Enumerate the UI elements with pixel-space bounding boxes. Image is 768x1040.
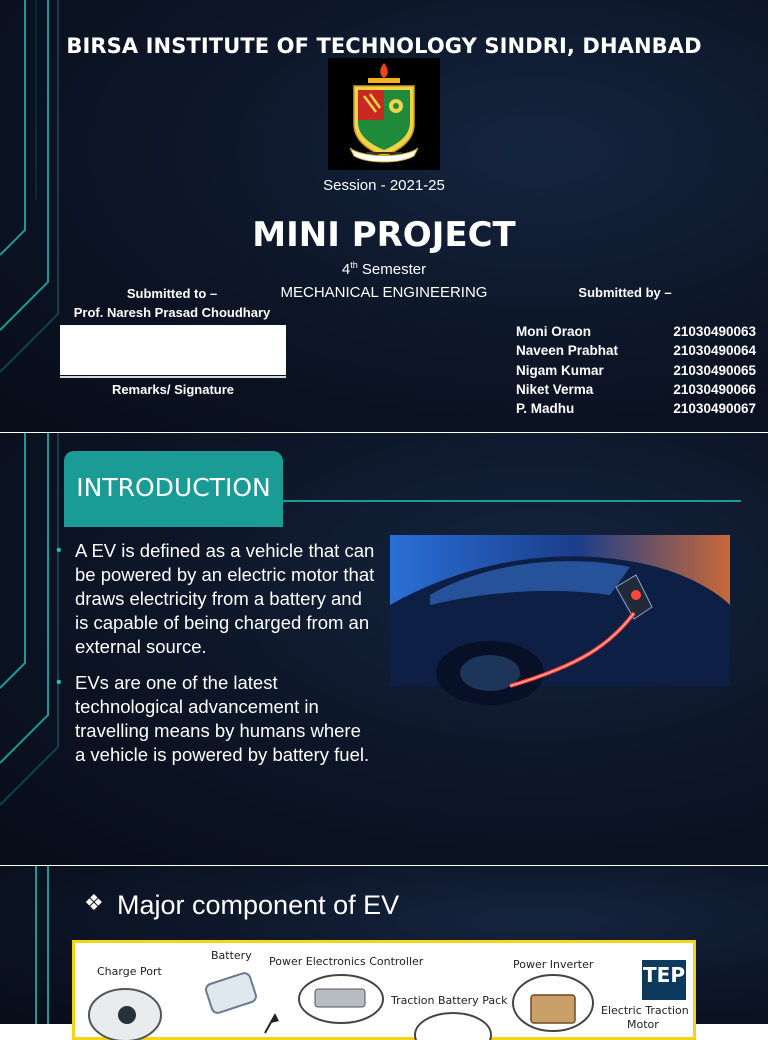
member-name: P. Madhu bbox=[516, 401, 575, 417]
title-slide bbox=[0, 0, 768, 432]
professor-name: Prof. Naresh Prasad Choudhary bbox=[73, 305, 271, 320]
introduction-slide bbox=[0, 433, 768, 865]
motor-label-2: Motor bbox=[627, 1018, 659, 1031]
member-row bbox=[516, 361, 756, 380]
member-name: Naveen Prabhat bbox=[516, 343, 619, 359]
member-row bbox=[516, 341, 756, 360]
member-name: Moni Oraon bbox=[516, 324, 591, 339]
crest-icon bbox=[328, 58, 440, 170]
member-row bbox=[516, 380, 756, 399]
traction-pack-label: Traction Battery Pack bbox=[391, 994, 508, 1007]
section-heading: INTRODUCTION bbox=[76, 473, 271, 502]
diamond-bullet-icon: ❖ bbox=[84, 890, 104, 915]
bullet-icon: • bbox=[56, 542, 62, 559]
bullet-icon: • bbox=[56, 674, 62, 691]
member-roll: 21030490063 bbox=[673, 324, 756, 339]
semester-text: 4th Semester bbox=[341, 260, 427, 278]
remarks-label: Remarks/ Signature bbox=[111, 382, 235, 397]
member-roll: 21030490067 bbox=[673, 401, 756, 417]
motor-label: Electric Traction bbox=[601, 1004, 689, 1017]
member-name: Niket Verma bbox=[516, 381, 594, 397]
components-slide bbox=[0, 866, 768, 1031]
intro-bullets bbox=[56, 539, 376, 779]
member-list bbox=[516, 322, 756, 418]
ev-components-diagram bbox=[72, 940, 696, 1040]
charge-port-label: Charge Port bbox=[97, 965, 162, 978]
member-row bbox=[516, 322, 756, 341]
heading-rule bbox=[283, 500, 741, 502]
tep-logo-text: TEP bbox=[643, 963, 685, 987]
institute-title: BIRSA INSTITUTE OF TECHNOLOGY SINDRI, DHANBAD bbox=[66, 34, 702, 58]
submitted-to-label: Submitted to – bbox=[126, 286, 218, 301]
member-roll: 21030490066 bbox=[673, 381, 756, 397]
bullet-item: • EVs are one of the latest technological advancement in travelling means by humans where a vehicle is powered by battery fuel. bbox=[56, 672, 370, 765]
session-text: Session - 2021-25 bbox=[323, 177, 445, 194]
institute-logo bbox=[328, 58, 440, 170]
controller-label: Power Electronics Controller bbox=[269, 955, 424, 968]
battery-label: Battery bbox=[211, 949, 252, 962]
battery-icon bbox=[204, 972, 257, 1015]
component-illustrations bbox=[75, 943, 693, 1037]
section-heading: Major component of EV bbox=[117, 890, 400, 920]
member-name: Nigam Kumar bbox=[516, 362, 604, 378]
signature-line bbox=[60, 376, 286, 378]
member-row bbox=[516, 399, 756, 418]
member-roll: 21030490065 bbox=[673, 362, 756, 378]
project-title: MINI PROJECT bbox=[252, 215, 516, 255]
inverter-label: Power Inverter bbox=[513, 958, 594, 971]
submitted-by-label: Submitted by – bbox=[578, 285, 672, 300]
bullet-item: • A EV is defined as a vehicle that can be powered by an electric motor that draws electricity from a battery and is capable of being charged from an external source. bbox=[56, 540, 375, 657]
signature-box bbox=[60, 325, 286, 375]
ev-charging-image bbox=[390, 535, 730, 686]
member-roll: 21030490064 bbox=[673, 343, 756, 359]
traction-pack-icon bbox=[415, 1013, 491, 1040]
department-text: MECHANICAL ENGINEERING bbox=[280, 284, 488, 301]
